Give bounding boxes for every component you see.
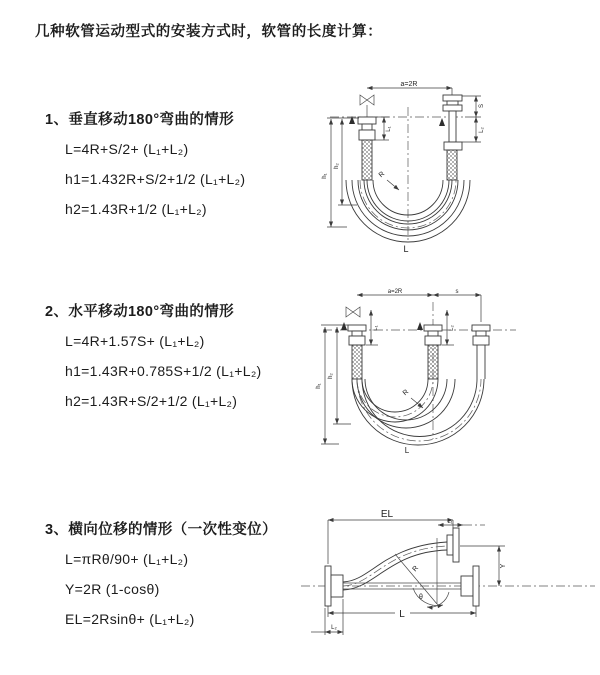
- valve-icon: [346, 307, 360, 317]
- formula-length: L=πRθ/90+ (L₁+L₂): [65, 551, 189, 567]
- section-1: [45, 108, 245, 224]
- dim-label-l2: L₂: [449, 325, 455, 331]
- right-fitting: [443, 95, 462, 180]
- diagram-horizontal-u-bend: [311, 284, 595, 456]
- up-arrow-icon: [417, 322, 423, 330]
- section-1-formulas: [45, 134, 245, 224]
- formula-h1: h1=1.43R+0.785S+1/2 (L₁+L₂): [65, 363, 262, 379]
- dim-label-l1: L₁: [447, 519, 453, 525]
- formula-h2: h2=1.43R+1/2 (L₁+L₂): [65, 201, 207, 217]
- diagram-vertical-u-bend: [313, 78, 590, 260]
- dim-label-l2: L₂: [331, 625, 337, 631]
- section-1-heading: 1、垂直移动180°弯曲的情形: [45, 112, 235, 128]
- valve-icon: [360, 95, 374, 117]
- dim-label-l1: L₁: [386, 126, 392, 132]
- dim-label-h1: h₁: [322, 173, 328, 179]
- section-2-formulas: [45, 326, 262, 416]
- construction-radius: [395, 554, 437, 604]
- radius-label: R: [411, 564, 421, 574]
- section-2-heading: 2、水平移动180°弯曲的情形: [45, 304, 235, 320]
- dim-label-h1: h₁: [316, 383, 322, 389]
- middle-fitting: [424, 325, 442, 379]
- braided-section: [447, 150, 457, 180]
- section-2: [45, 300, 262, 416]
- section-3: [45, 518, 277, 634]
- dim-label-y: Y: [500, 563, 507, 569]
- dim-label-h2: h₂: [328, 373, 334, 379]
- diagram-lateral-displacement: [299, 504, 599, 662]
- dim-label-l1: L₁: [373, 325, 379, 331]
- length-label: L: [404, 446, 410, 455]
- page-title: 几种软管运动型式的安装方式时，软管的长度计算：: [35, 24, 383, 40]
- dim-label-s: S: [479, 103, 485, 109]
- right-flange: [461, 566, 479, 606]
- swing-arc: [413, 588, 443, 606]
- formula-y: Y=2R (1-cosθ): [65, 581, 160, 597]
- diagram-2-drawing: [311, 284, 595, 456]
- dim-label-h2: h₂: [334, 163, 340, 169]
- formula-h1: h1=1.432R+S/2+1/2 (L₁+L₂): [65, 171, 246, 187]
- left-fitting: [348, 325, 366, 379]
- diagram-1-drawing: [313, 78, 590, 260]
- braided-section: [428, 345, 438, 379]
- diagram-3-drawing: [299, 504, 599, 662]
- section-3-formulas: [45, 544, 277, 634]
- section-3-heading: 3、横向位移的情形（一次性变位）: [45, 522, 277, 538]
- up-arrow-icon: [439, 118, 445, 126]
- radius-label: R: [377, 170, 387, 180]
- dim-label-l2: L₂: [479, 127, 485, 133]
- angle-label: θ: [419, 594, 423, 601]
- dim-label-span: a=2R: [387, 289, 403, 295]
- braided-section: [352, 345, 362, 379]
- dim-label-offset: s: [455, 289, 459, 295]
- up-arrow-icon: [341, 322, 347, 330]
- radius-label: R: [401, 388, 411, 398]
- hose-u-bend-arcs: [352, 356, 485, 445]
- formula-length: L=4R+1.57S+ (L₁+L₂): [65, 333, 205, 349]
- formula-h2: h2=1.43R+S/2+1/2 (L₁+L₂): [65, 393, 238, 409]
- right-fitting: [472, 325, 490, 356]
- formula-length: L=4R+S/2+ (L₁+L₂): [65, 141, 189, 157]
- radius-leader: [387, 180, 399, 190]
- left-fitting: [358, 117, 376, 180]
- left-flange: [325, 566, 343, 606]
- braided-section: [362, 140, 372, 180]
- dim-label-span: a=2R: [400, 81, 418, 88]
- length-label: L: [403, 244, 409, 254]
- dim-label-el: EL: [380, 509, 394, 520]
- formula-el: EL=2Rsinθ+ (L₁+L₂): [65, 611, 195, 627]
- top-flange: [447, 528, 459, 562]
- dim-label-length: L: [399, 609, 405, 620]
